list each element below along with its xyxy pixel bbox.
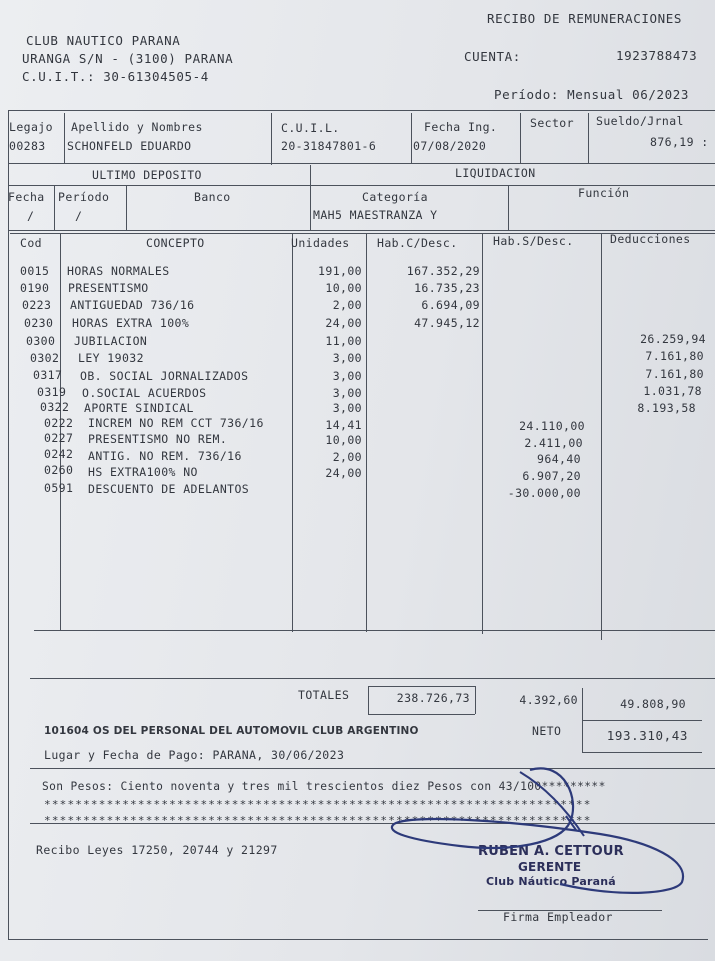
row-concepto: DESCUENTO DE ADELANTOS (88, 482, 250, 496)
row-cod: 0223 (22, 298, 52, 312)
cuil-value: 20-31847801-6 (281, 139, 377, 153)
row-hab-c: 6.694,09 (421, 298, 480, 312)
row-deducciones: 1.031,78 (643, 384, 702, 398)
categoria-value: MAH5 MAESTRANZA Y (313, 208, 438, 222)
stamp-title: GERENTE (518, 860, 582, 874)
divider (64, 113, 65, 163)
row-unidades: 2,00 (332, 298, 362, 312)
row-hab-c: 47.945,12 (414, 316, 480, 330)
divider (482, 234, 483, 634)
row-concepto: OB. SOCIAL JORNALIZADOS (80, 369, 249, 383)
divider (126, 186, 127, 230)
ultimo-deposito-title: ULTIMO DEPOSITO (92, 168, 202, 182)
row-concepto: HORAS EXTRA 100% (72, 316, 190, 330)
row-cod: 0222 (44, 416, 74, 430)
fecha-ingreso-label: Fecha Ing. (424, 120, 498, 134)
total-hab-c: 238.726,73 (396, 691, 470, 705)
deposito-periodo-value: / (75, 209, 83, 223)
row-deducciones: 7.161,80 (645, 349, 704, 363)
header-divider (8, 110, 715, 111)
row-cod: 0015 (20, 264, 50, 278)
row-concepto: JUBILACION (74, 334, 148, 348)
left-border (8, 110, 9, 940)
col-cod-header: Cod (20, 236, 42, 250)
sueldo-label: Sueldo/Jrnal (596, 114, 684, 128)
neto-value: 193.310,43 (606, 728, 688, 743)
row-unidades: 14,41 (325, 418, 362, 432)
row-cod: 0317 (33, 368, 63, 382)
total-deducciones: 49.808,90 (620, 697, 686, 711)
row-concepto: PRESENTISMO NO REM. (88, 432, 228, 446)
divider (582, 752, 702, 753)
lugar-fecha-pago: Lugar y Fecha de Pago: PARANA, 30/06/2023 (44, 748, 345, 762)
divider (588, 113, 589, 163)
divider (582, 720, 702, 721)
divider (34, 630, 715, 631)
nombre-label: Apellido y Nombres (71, 120, 203, 134)
row-hab-s: 24.110,00 (519, 419, 585, 433)
deposito-fecha-label: Fecha (8, 190, 45, 204)
row-hab-s: 964,40 (537, 452, 581, 466)
row-concepto: O.SOCIAL ACUERDOS (82, 386, 207, 400)
total-hab-s: 4.392,60 (519, 693, 578, 707)
totales-label: TOTALES (298, 688, 350, 702)
row-concepto: ANTIGUEDAD 736/16 (70, 298, 195, 312)
row-deducciones: 7.161,80 (645, 367, 704, 381)
son-pesos: Son Pesos: Ciento noventa y tres mil trescientos diez Pesos con 43/100********* (42, 780, 606, 793)
deposito-fecha-value: / (27, 209, 35, 223)
col-concepto-header: CONCEPTO (146, 236, 205, 250)
row-deducciones: 26.259,94 (640, 332, 706, 346)
col-deducciones-header: Deducciones (610, 232, 691, 246)
row-cod: 0322 (40, 400, 70, 414)
row-concepto: LEY 19032 (78, 351, 144, 365)
divider (30, 678, 715, 679)
bottom-border (8, 939, 708, 940)
divider (368, 714, 475, 715)
liquidacion-title: LIQUIDACION (455, 166, 536, 180)
obra-social-line: 101604 OS DEL PERSONAL DEL AUTOMOVIL CLUB ARGENTINO (44, 725, 419, 737)
row-concepto: HORAS NORMALES (67, 264, 170, 278)
row-cod: 0242 (44, 447, 74, 461)
row-cod: 0591 (44, 481, 74, 495)
firma-empleador-label: Firma Empleador (503, 910, 613, 924)
stamp-org: Club Náutico Paraná (486, 875, 616, 888)
divider (366, 234, 367, 632)
cuenta-value: 1923788473 (616, 48, 698, 63)
sector-label: Sector (530, 116, 574, 130)
legajo-label: Legajo (9, 120, 53, 134)
stamp-name: RUBEN A. CETTOUR (478, 844, 624, 859)
row-unidades: 10,00 (325, 281, 362, 295)
row-concepto: APORTE SINDICAL (84, 401, 194, 415)
funcion-label: Función (578, 186, 630, 200)
row-unidades: 3,00 (332, 401, 362, 415)
col-unidades-header: Unidades (291, 236, 350, 250)
row-unidades: 10,00 (325, 433, 362, 447)
row-hab-s: 6.907,20 (522, 469, 581, 483)
cuenta-label: CUENTA: (464, 49, 521, 64)
categoria-label: Categoría (362, 190, 428, 204)
row-cod: 0230 (24, 316, 54, 330)
banco-label: Banco (194, 190, 231, 204)
row-unidades: 3,00 (332, 351, 362, 365)
row-cod: 0260 (44, 463, 74, 477)
divider (475, 686, 476, 714)
company-address: URANGA S/N - (3100) PARANA (22, 51, 234, 66)
row-hab-s: -30.000,00 (507, 486, 581, 500)
asterisk-fill-2: ********************************************************************** (44, 814, 592, 827)
row-concepto: PRESENTISMO (68, 281, 149, 295)
deposito-periodo-label: Período (58, 190, 110, 204)
row-unidades: 191,00 (318, 264, 362, 278)
row-cod: 0302 (30, 351, 60, 365)
row-unidades: 24,00 (325, 466, 362, 480)
row-unidades: 2,00 (332, 450, 362, 464)
cuil-label: C.U.I.L. (281, 121, 340, 135)
row-hab-c: 16.735,23 (414, 281, 480, 295)
fecha-ingreso-value: 07/08/2020 (413, 139, 487, 153)
row-unidades: 11,00 (325, 334, 362, 348)
row-cod: 0190 (20, 281, 50, 295)
divider (411, 113, 412, 163)
col-hab-s-header: Hab.S/Desc. (493, 234, 574, 248)
row-unidades: 3,00 (332, 386, 362, 400)
company-name: CLUB NAUTICO PARANA (26, 33, 181, 48)
divider (368, 686, 475, 687)
legajo-value: 00283 (9, 139, 46, 153)
row-concepto: HS EXTRA100% NO (88, 465, 198, 479)
col-hab-c-header: Hab.C/Desc. (377, 236, 458, 250)
row-cod: 0319 (37, 385, 67, 399)
row-concepto: ANTIG. NO REM. 736/16 (88, 449, 242, 463)
handwritten-signature (370, 760, 700, 900)
sueldo-value: 876,19 : (650, 135, 709, 149)
row-cod: 0300 (26, 334, 56, 348)
divider (508, 186, 509, 230)
row-cod: 0227 (44, 431, 74, 445)
divider (8, 163, 715, 164)
company-cuit: C.U.I.T.: 30-61304505-4 (22, 69, 209, 84)
row-hab-c: 167.352,29 (406, 264, 480, 278)
divider (601, 234, 602, 640)
divider (368, 686, 369, 714)
periodo-liquidacion: Período: Mensual 06/2023 (494, 87, 690, 102)
row-unidades: 24,00 (325, 316, 362, 330)
divider (520, 113, 521, 163)
divider (54, 186, 55, 230)
asterisk-fill-1: ********************************************************************** (44, 798, 592, 811)
divider (292, 234, 293, 632)
row-hab-s: 2.411,00 (524, 436, 583, 450)
divider (310, 165, 311, 230)
row-deducciones: 8.193,58 (637, 401, 696, 415)
recibo-leyes: Recibo Leyes 17250, 20744 y 21297 (36, 843, 278, 857)
row-unidades: 3,00 (332, 369, 362, 383)
document-title: RECIBO DE REMUNERACIONES (487, 11, 683, 26)
row-concepto: INCREM NO REM CCT 736/16 (88, 416, 264, 430)
divider (271, 113, 272, 165)
neto-label: NETO (532, 724, 562, 738)
divider (8, 230, 715, 231)
nombre-value: SCHONFELD EDUARDO (67, 139, 192, 153)
